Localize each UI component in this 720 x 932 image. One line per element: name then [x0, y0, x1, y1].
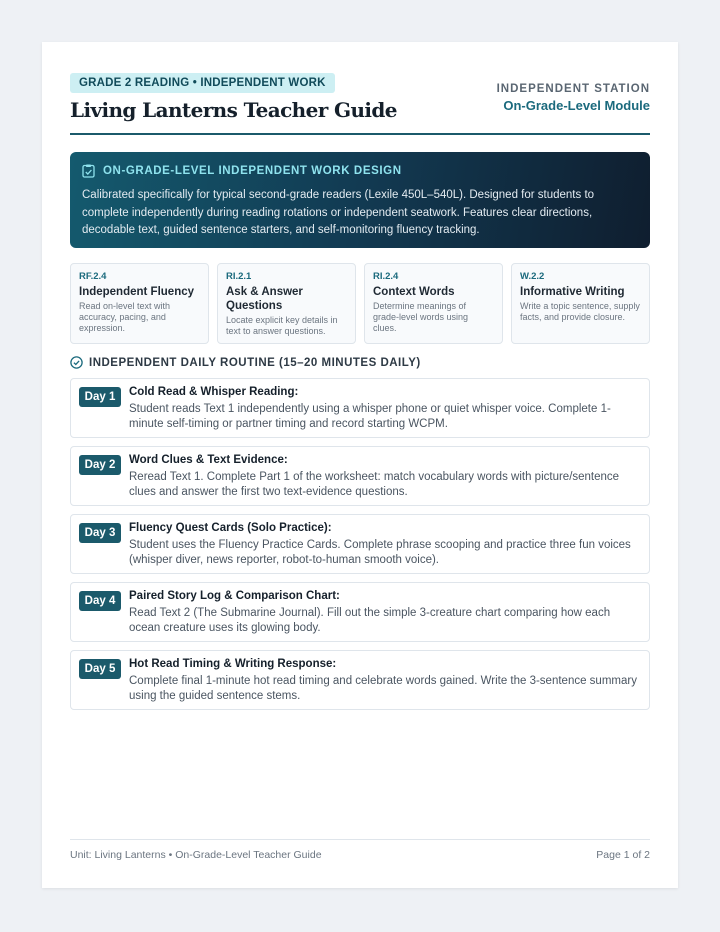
standards-row	[70, 263, 650, 344]
standard-name: Ask & Answer Questions	[226, 286, 303, 312]
day-title: Cold Read & Whisper Reading:	[129, 386, 299, 398]
standard-code: RI.2.4	[373, 271, 399, 282]
page-content	[70, 73, 650, 861]
day-description: Student uses the Fluency Practice Cards. Complete phrase scooping and practice three fun voices (whisper diver, news reporter, robot-to-human smooth voice).	[129, 539, 631, 566]
day-description: Complete final 1-minute hot read timing and celebrate words gained. Write the 3-sentence summary using the guided sentence stems.	[129, 675, 637, 702]
routine-heading	[70, 356, 421, 369]
document-page	[42, 42, 678, 888]
day-description: Reread Text 1. Complete Part 1 of the worksheet: match vocabulary words with picture/sentence clues and answer the first two text-evidence questions.	[129, 471, 620, 498]
banner-heading-row	[82, 164, 638, 178]
day-title: Paired Story Log & Comparison Chart:	[129, 590, 340, 602]
clipboard-check-icon	[82, 164, 95, 178]
day-badge: Day 5	[79, 659, 121, 679]
banner-heading: ON-GRADE-LEVEL INDEPENDENT WORK DESIGN	[103, 165, 402, 177]
page-footer	[70, 839, 650, 861]
station-label: INDEPENDENT STATION	[496, 83, 650, 95]
standard-name: Independent Fluency	[79, 286, 195, 298]
day-row	[70, 582, 650, 642]
standard-description: Write a topic sentence, supply facts, and provide closure.	[520, 301, 640, 322]
day-row	[70, 378, 650, 438]
day-row	[70, 446, 650, 506]
day-badge: Day 1	[79, 387, 121, 407]
day-description: Read Text 2 (The Submarine Journal). Fill out the simple 3-creature chart comparing how each ocean creature uses its glowing body.	[129, 607, 611, 634]
day-description: Student reads Text 1 independently using a whisper phone or quiet whisper voice. Complete 1-minute self-timing or partner timing and record starting WCPM.	[129, 403, 611, 430]
standard-card	[70, 263, 209, 344]
day-badge: Day 4	[79, 591, 121, 611]
day-badge: Day 3	[79, 523, 121, 543]
standard-name: Context Words	[373, 286, 455, 298]
standard-description: Read on-level text with accuracy, pacing, and expression.	[79, 301, 171, 333]
banner-body: Calibrated specifically for typical second-grade readers (Lexile 450L–540L). Designed for students to complete independently during reading rotations or independent seatwork. Features clear directions, decodable text, guided sentence starters, and self-monitoring fluency tracking.	[82, 189, 595, 236]
standard-code: RF.2.4	[79, 271, 107, 282]
standard-card	[511, 263, 650, 344]
day-row	[70, 650, 650, 710]
check-circle-icon	[70, 356, 83, 369]
page-header	[70, 73, 650, 135]
standard-description: Determine meanings of grade-level words using clues.	[373, 301, 469, 333]
footer-page-number: Page 1 of 2	[596, 849, 650, 861]
standard-name: Informative Writing	[520, 286, 625, 298]
day-title: Word Clues & Text Evidence:	[129, 454, 288, 466]
day-badge: Day 2	[79, 455, 121, 475]
routine-title: INDEPENDENT DAILY ROUTINE (15–20 MINUTES DAILY)	[89, 356, 421, 369]
footer-unit: Unit: Living Lanterns • On-Grade-Level Teacher Guide	[70, 849, 322, 861]
standard-description: Locate explicit key details in text to answer questions.	[226, 315, 338, 336]
grade-badge: GRADE 2 READING • INDEPENDENT WORK	[70, 73, 335, 93]
day-list	[70, 378, 650, 718]
standard-card	[364, 263, 503, 344]
standard-code: RI.2.1	[226, 271, 252, 282]
module-label: On-Grade-Level Module	[503, 98, 650, 113]
day-title: Fluency Quest Cards (Solo Practice):	[129, 522, 332, 534]
standard-card	[217, 263, 356, 344]
design-banner	[70, 152, 650, 248]
day-title: Hot Read Timing & Writing Response:	[129, 658, 337, 670]
day-row	[70, 514, 650, 574]
standard-code: W.2.2	[520, 271, 545, 282]
page-title: Living Lanterns Teacher Guide	[70, 98, 397, 122]
